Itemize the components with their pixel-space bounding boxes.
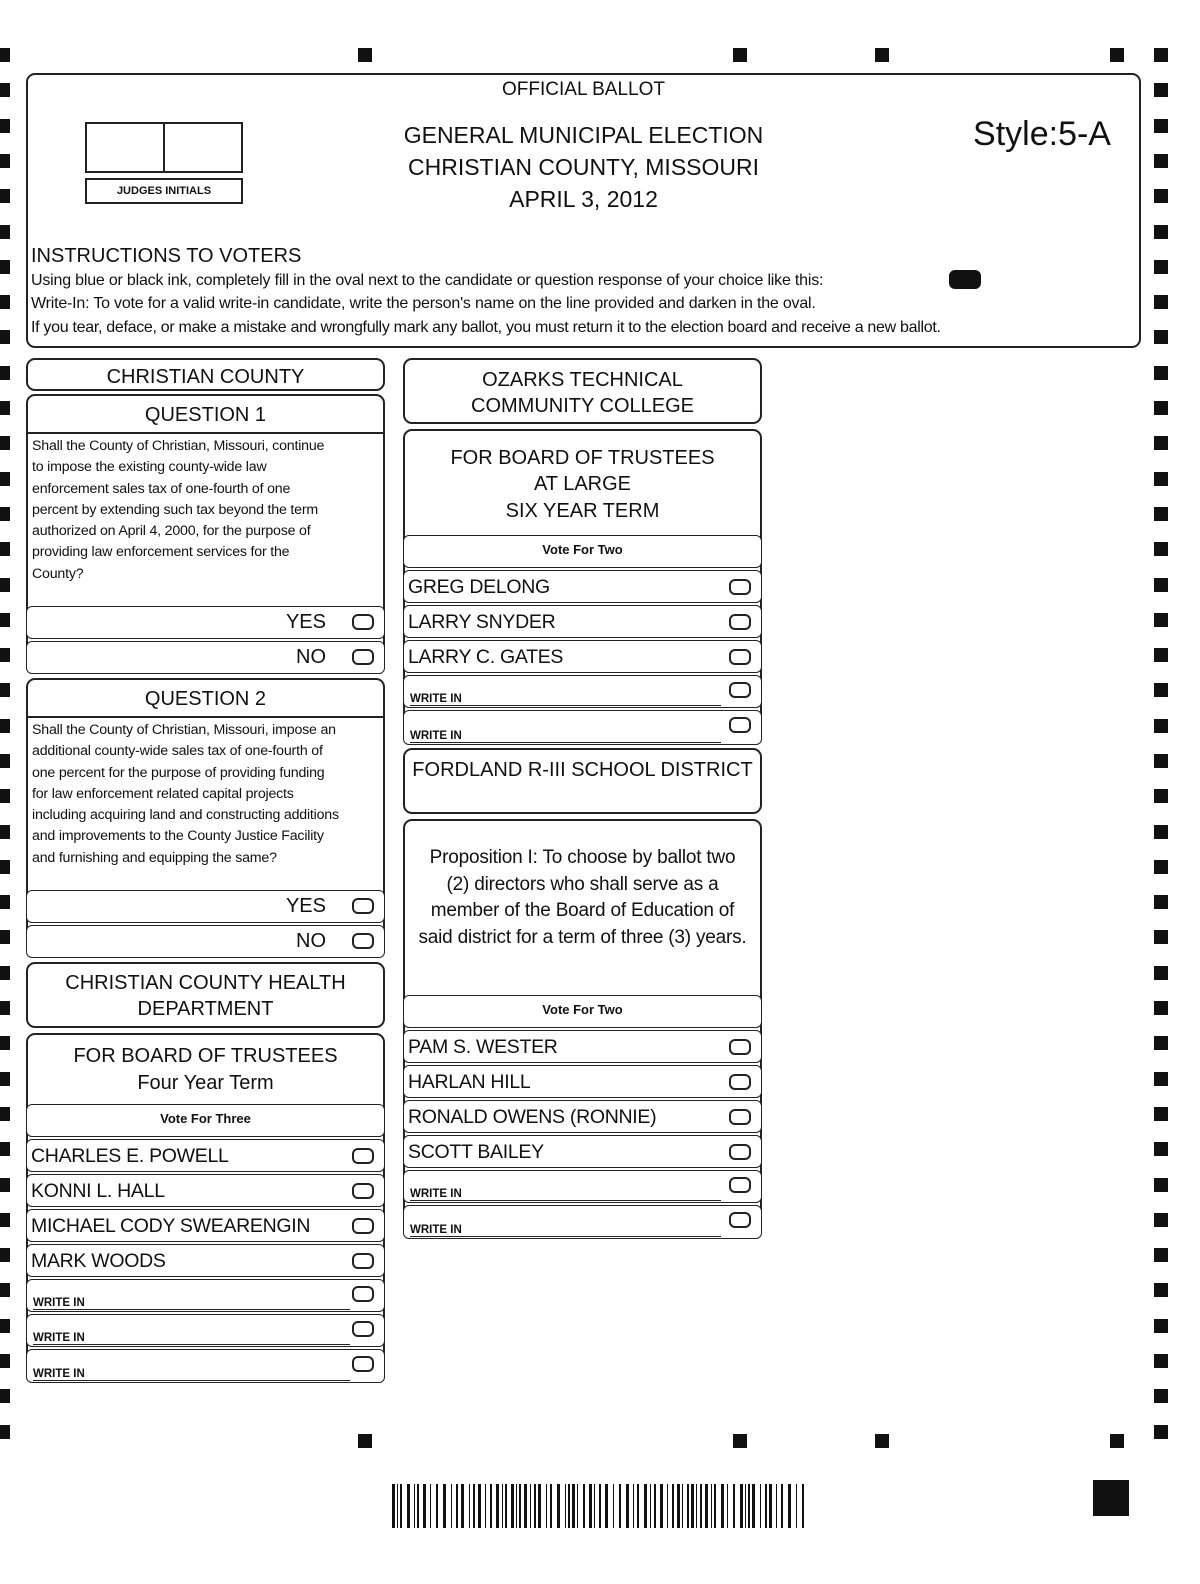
barcode-bar xyxy=(485,1484,486,1528)
timing-mark xyxy=(1154,1072,1168,1086)
barcode-bar xyxy=(714,1484,716,1528)
timing-mark xyxy=(1154,930,1168,944)
timing-mark xyxy=(0,260,10,274)
barcode-bar xyxy=(530,1484,531,1528)
otc-header-line-1: OZARKS TECHNICAL xyxy=(482,369,683,391)
timing-mark xyxy=(1154,48,1168,62)
timing-mark xyxy=(1154,789,1168,803)
oval-icon[interactable] xyxy=(352,1321,374,1337)
timing-mark xyxy=(1154,966,1168,980)
candidate-row[interactable] xyxy=(403,1135,762,1168)
question-1-no-row[interactable] xyxy=(26,641,385,674)
timing-mark xyxy=(0,648,10,662)
write-in-line[interactable]: WRITE IN xyxy=(410,730,721,743)
race-title-line-3: SIX YEAR TERM xyxy=(505,500,660,522)
otc-board-race xyxy=(403,429,762,745)
barcode-bar xyxy=(550,1484,552,1528)
barcode-bar xyxy=(776,1484,777,1528)
barcode-bar xyxy=(660,1484,663,1528)
barcode-bar xyxy=(650,1484,651,1528)
timing-mark xyxy=(0,366,10,380)
timing-mark xyxy=(1154,154,1168,168)
write-in-row[interactable] xyxy=(403,1170,762,1203)
timing-mark xyxy=(0,48,10,62)
candidate-name: MICHAEL CODY SWEARENGIN xyxy=(31,1215,311,1237)
timing-mark xyxy=(0,1001,10,1015)
timing-mark xyxy=(0,1142,10,1156)
barcode-bar xyxy=(748,1484,750,1528)
proposition-line: Proposition I: To choose by ballot two xyxy=(429,847,736,868)
question-line: Shall the County of Christian, Missouri, continue xyxy=(32,438,325,454)
county-header xyxy=(26,358,385,391)
candidate-name: HARLAN HILL xyxy=(408,1071,531,1093)
timing-mark xyxy=(0,930,10,944)
race-title-line-2: AT LARGE xyxy=(533,473,632,495)
barcode-bar xyxy=(691,1484,694,1528)
barcode-bar xyxy=(565,1484,566,1528)
barcode-bar xyxy=(619,1484,621,1528)
oval-icon[interactable] xyxy=(729,1074,751,1090)
question-line: to impose the existing county-wide law xyxy=(32,459,267,476)
divider xyxy=(26,716,385,718)
barcode-bar xyxy=(490,1484,492,1528)
barcode-bar xyxy=(461,1484,464,1528)
write-in-row[interactable] xyxy=(26,1279,385,1312)
barcode-bar xyxy=(672,1484,674,1528)
barcode-bar xyxy=(456,1484,458,1528)
ballot-header-box xyxy=(26,73,1141,348)
question-2-text xyxy=(32,720,379,869)
barcode-bar xyxy=(534,1484,536,1528)
barcode-bar xyxy=(524,1484,527,1528)
barcode-bar xyxy=(711,1484,712,1528)
timing-mark xyxy=(0,507,10,521)
question-1-text xyxy=(32,436,379,585)
vote-for-label: Vote For Three xyxy=(160,1111,251,1126)
candidate-row[interactable] xyxy=(403,1100,762,1133)
timing-mark xyxy=(0,1354,10,1368)
write-in-line[interactable]: WRITE IN xyxy=(410,693,721,706)
vote-for-label: Vote For Two xyxy=(542,542,623,557)
health-department-header xyxy=(26,962,385,1028)
timing-mark xyxy=(0,436,10,450)
vote-for-row xyxy=(26,1104,385,1137)
barcode-graphic xyxy=(392,1484,810,1528)
question-line: percent by extending such tax beyond the term xyxy=(32,501,318,518)
timing-mark xyxy=(1154,1248,1168,1262)
write-in-line[interactable]: WRITE IN xyxy=(33,1332,350,1345)
candidate-name: MARK WOODS xyxy=(31,1250,166,1272)
timing-mark xyxy=(1154,719,1168,733)
timing-mark xyxy=(1154,401,1168,415)
fordland-board-race xyxy=(403,819,762,1239)
candidate-name: GREG DELONG xyxy=(408,576,550,598)
barcode-bar xyxy=(769,1484,772,1528)
corner-alignment-block xyxy=(1093,1480,1129,1516)
proposition-line: member of the Board of Education of xyxy=(430,900,735,921)
timing-mark xyxy=(1154,1001,1168,1015)
barcode-bar xyxy=(696,1484,697,1528)
barcode-bar xyxy=(654,1484,656,1528)
candidate-row[interactable] xyxy=(26,1244,385,1277)
barcode-bar xyxy=(538,1484,541,1528)
oval-icon[interactable] xyxy=(729,1212,751,1228)
barcode-bar xyxy=(745,1484,746,1528)
question-line: enforcement sales tax of one-fourth of one xyxy=(32,480,291,497)
timing-mark xyxy=(0,154,10,168)
proposition-line: (2) directors who shall serve as a xyxy=(446,873,719,895)
timing-mark xyxy=(1154,1319,1168,1333)
timing-mark xyxy=(0,895,10,909)
barcode-bar xyxy=(733,1484,735,1528)
vote-for-label: Vote For Two xyxy=(542,1002,623,1017)
candidate-name: CHARLES E. POWELL xyxy=(31,1145,229,1167)
barcode-bar xyxy=(519,1484,521,1528)
barcode-bar xyxy=(594,1484,595,1528)
timing-mark xyxy=(1154,1283,1168,1297)
barcode-bar xyxy=(752,1484,755,1528)
barcode-bar xyxy=(502,1484,503,1528)
oval-icon[interactable] xyxy=(729,682,751,698)
barcode-bar xyxy=(740,1484,743,1528)
timing-mark xyxy=(733,1434,747,1448)
barcode-bar xyxy=(781,1484,783,1528)
timing-mark xyxy=(0,189,10,203)
candidate-name: SCOTT BAILEY xyxy=(408,1141,544,1163)
question-line: additional county-wide sales tax of one-fourth of xyxy=(32,743,323,760)
timing-mark xyxy=(1154,1142,1168,1156)
timing-mark xyxy=(358,48,372,62)
official-ballot-title: OFFICIAL BALLOT xyxy=(502,79,665,100)
oval-icon[interactable] xyxy=(729,614,751,630)
divider xyxy=(163,124,165,171)
timing-mark xyxy=(1154,1425,1168,1439)
timing-mark xyxy=(1154,507,1168,521)
question-line: and furnishing and equipping the same? xyxy=(32,849,277,866)
question-line: Shall the County of Christian, Missouri, impose an xyxy=(32,722,336,738)
timing-mark xyxy=(0,1319,10,1333)
oval-icon[interactable] xyxy=(352,898,374,914)
barcode-bar xyxy=(443,1484,446,1528)
candidate-name: RONALD OWENS (RONNIE) xyxy=(408,1106,657,1128)
candidate-row[interactable] xyxy=(403,605,762,638)
timing-mark xyxy=(875,1434,889,1448)
judges-initials-boxes[interactable] xyxy=(85,122,243,173)
question-line: for law enforcement related capital projects xyxy=(32,785,294,802)
barcode-bar xyxy=(407,1484,410,1528)
instructions-title: INSTRUCTIONS TO VOTERS xyxy=(31,245,302,267)
barcode-bar xyxy=(451,1484,452,1528)
timing-mark xyxy=(0,225,10,239)
timing-mark xyxy=(0,472,10,486)
oval-icon[interactable] xyxy=(729,1144,751,1160)
question-2-title: QUESTION 2 xyxy=(144,688,267,710)
timing-mark xyxy=(1154,260,1168,274)
candidate-name: LARRY SNYDER xyxy=(408,611,556,633)
timing-mark xyxy=(0,542,10,556)
timing-mark xyxy=(0,119,10,133)
barcode-bar xyxy=(637,1484,639,1528)
timing-mark xyxy=(0,613,10,627)
timing-mark xyxy=(0,1425,10,1439)
judges-initials-label: JUDGES INITIALS xyxy=(85,178,243,204)
timing-mark xyxy=(0,754,10,768)
oval-icon[interactable] xyxy=(352,1286,374,1302)
barcode-bar xyxy=(667,1484,668,1528)
timing-mark xyxy=(1154,578,1168,592)
timing-mark xyxy=(1154,225,1168,239)
barcode-bar xyxy=(644,1484,647,1528)
write-in-row[interactable] xyxy=(403,675,762,708)
barcode-bar xyxy=(599,1484,601,1528)
barcode-bar xyxy=(721,1484,724,1528)
barcode-bar xyxy=(414,1484,415,1528)
timing-mark xyxy=(1154,330,1168,344)
timing-mark xyxy=(0,825,10,839)
candidate-row[interactable] xyxy=(403,570,762,603)
county-name: CHRISTIAN COUNTY, MISSOURI xyxy=(408,154,759,180)
timing-mark xyxy=(0,330,10,344)
timing-mark xyxy=(0,719,10,733)
barcode-bar xyxy=(478,1484,481,1528)
oval-icon[interactable] xyxy=(352,1253,374,1269)
barcode-bar xyxy=(589,1484,592,1528)
barcode-bar xyxy=(473,1484,475,1528)
timing-mark xyxy=(0,1213,10,1227)
timing-mark xyxy=(1154,683,1168,697)
timing-mark xyxy=(1154,436,1168,450)
candidate-row[interactable] xyxy=(26,1209,385,1242)
candidate-name: KONNI L. HALL xyxy=(31,1180,165,1202)
instructions-line-2: Write-In: To vote for a valid write-in candidate, write the person's name on the line provided and darken in the oval. xyxy=(31,295,816,312)
county-header-text: CHRISTIAN COUNTY xyxy=(106,366,305,388)
oval-icon[interactable] xyxy=(352,1183,374,1199)
otc-header-line-2: COMMUNITY COLLEGE xyxy=(471,395,694,417)
health-board-race xyxy=(26,1033,385,1383)
barcode-bar xyxy=(496,1484,499,1528)
filled-oval-example-icon xyxy=(949,270,981,289)
barcode-bar xyxy=(400,1484,402,1528)
timing-mark xyxy=(1154,895,1168,909)
write-in-line[interactable]: WRITE IN xyxy=(33,1368,350,1381)
timing-mark xyxy=(1110,1434,1124,1448)
question-line: and improvements to the County Justice Facility xyxy=(32,828,324,845)
question-2-box xyxy=(26,678,385,956)
vote-for-row xyxy=(403,995,762,1028)
oval-icon[interactable] xyxy=(352,614,374,630)
yes-label: YES xyxy=(285,895,326,917)
vote-for-row xyxy=(403,535,762,568)
write-in-line[interactable]: WRITE IN xyxy=(410,1188,721,1201)
question-line: County? xyxy=(32,565,84,582)
timing-mark xyxy=(1154,1036,1168,1050)
barcode-bar xyxy=(727,1484,728,1528)
candidate-row[interactable] xyxy=(403,1065,762,1098)
write-in-row[interactable] xyxy=(403,1205,762,1239)
barcode-bar xyxy=(423,1484,426,1528)
timing-mark xyxy=(0,683,10,697)
timing-mark xyxy=(733,48,747,62)
barcode-bar xyxy=(788,1484,791,1528)
barcode-bar xyxy=(511,1484,514,1528)
timing-mark xyxy=(0,1036,10,1050)
barcode-bar xyxy=(765,1484,767,1528)
barcode-bar xyxy=(802,1484,804,1528)
candidate-name: LARRY C. GATES xyxy=(408,646,564,668)
barcode-bar xyxy=(687,1484,689,1528)
oval-icon[interactable] xyxy=(352,933,374,949)
question-1-box xyxy=(26,394,385,672)
timing-mark xyxy=(358,1434,372,1448)
no-label: NO xyxy=(296,930,326,952)
barcode-bar xyxy=(613,1484,614,1528)
timing-mark xyxy=(0,1072,10,1086)
barcode-bar xyxy=(633,1484,634,1528)
divider xyxy=(26,432,385,434)
question-1-yes-row[interactable] xyxy=(26,606,385,639)
timing-mark xyxy=(0,578,10,592)
race-title-line-1: FOR BOARD OF TRUSTEES xyxy=(73,1045,338,1067)
oval-icon[interactable] xyxy=(729,1109,751,1125)
barcode-bar xyxy=(626,1484,629,1528)
barcode-bar xyxy=(557,1484,560,1528)
barcode-bar xyxy=(436,1484,438,1528)
barcode-bar xyxy=(392,1484,395,1528)
timing-mark xyxy=(0,966,10,980)
timing-mark xyxy=(1154,189,1168,203)
write-in-row[interactable] xyxy=(26,1349,385,1383)
barcode-bar xyxy=(505,1484,507,1528)
instructions-line-1: Using blue or black ink, completely fill in the oval next to the candidate or question response of your choice like this: xyxy=(31,272,824,289)
timing-mark xyxy=(1154,1389,1168,1403)
timing-mark xyxy=(1154,119,1168,133)
barcode-bar xyxy=(397,1484,398,1528)
timing-mark xyxy=(1154,754,1168,768)
timing-mark xyxy=(1154,295,1168,309)
timing-mark xyxy=(0,401,10,415)
barcode-bar xyxy=(760,1484,761,1528)
race-title-line-1: FOR BOARD OF TRUSTEES xyxy=(450,447,715,469)
timing-mark xyxy=(0,1107,10,1121)
fordland-header xyxy=(403,748,762,814)
oval-icon[interactable] xyxy=(352,1356,374,1372)
barcode xyxy=(392,1484,810,1528)
oval-icon[interactable] xyxy=(729,717,751,733)
timing-mark xyxy=(0,1178,10,1192)
election-date: APRIL 3, 2012 xyxy=(509,186,658,212)
timing-mark xyxy=(0,860,10,874)
candidate-name: PAM S. WESTER xyxy=(408,1036,558,1058)
otc-header xyxy=(403,358,762,424)
question-line: including acquiring land and constructing additions xyxy=(32,807,339,824)
barcode-bar xyxy=(469,1484,470,1528)
timing-mark xyxy=(1154,366,1168,380)
election-name: GENERAL MUNICIPAL ELECTION xyxy=(403,122,764,148)
oval-icon[interactable] xyxy=(729,1039,751,1055)
question-line: one percent for the purpose of providing funding xyxy=(32,764,325,781)
write-in-row[interactable] xyxy=(403,710,762,745)
yes-label: YES xyxy=(285,611,326,633)
timing-mark xyxy=(0,789,10,803)
timing-mark xyxy=(1154,1178,1168,1192)
question-2-yes-row[interactable] xyxy=(26,890,385,923)
health-header-line-1: CHRISTIAN COUNTY HEALTH xyxy=(65,972,346,994)
timing-mark xyxy=(1154,825,1168,839)
oval-icon[interactable] xyxy=(352,1218,374,1234)
candidate-row[interactable] xyxy=(26,1139,385,1172)
timing-mark xyxy=(0,295,10,309)
timing-mark xyxy=(1154,83,1168,97)
barcode-bar xyxy=(677,1484,680,1528)
timing-mark xyxy=(1154,472,1168,486)
barcode-bar xyxy=(700,1484,702,1528)
oval-icon[interactable] xyxy=(352,649,374,665)
barcode-bar xyxy=(430,1484,431,1528)
oval-icon[interactable] xyxy=(729,579,751,595)
instructions-line-3: If you tear, deface, or make a mistake and wrongfully mark any ballot, you must return it to the election board and receive a new ballot. xyxy=(31,319,941,336)
barcode-bar xyxy=(568,1484,570,1528)
oval-icon[interactable] xyxy=(352,1148,374,1164)
barcode-bar xyxy=(546,1484,547,1528)
question-2-no-row[interactable] xyxy=(26,925,385,958)
health-header-line-2: DEPARTMENT xyxy=(137,998,274,1020)
timing-mark xyxy=(0,1283,10,1297)
write-in-line[interactable]: WRITE IN xyxy=(33,1297,350,1310)
barcode-bar xyxy=(516,1484,517,1528)
barcode-bar xyxy=(583,1484,585,1528)
write-in-row[interactable] xyxy=(26,1314,385,1347)
no-label: NO xyxy=(296,646,326,668)
barcode-bar xyxy=(572,1484,575,1528)
timing-mark xyxy=(1154,648,1168,662)
timing-mark xyxy=(1154,542,1168,556)
question-line: providing law enforcement services for the xyxy=(32,544,290,561)
barcode-bar xyxy=(705,1484,708,1528)
timing-mark xyxy=(1110,48,1124,62)
fordland-header-text: FORDLAND R-III SCHOOL DISTRICT xyxy=(412,759,753,781)
oval-icon[interactable] xyxy=(729,1177,751,1193)
proposition-text xyxy=(405,845,760,951)
timing-mark xyxy=(1154,1354,1168,1368)
timing-mark xyxy=(0,1389,10,1403)
timing-mark xyxy=(1154,860,1168,874)
ballot-style: Style:5-A xyxy=(973,115,1111,153)
candidate-row[interactable] xyxy=(26,1174,385,1207)
timing-mark xyxy=(1154,1213,1168,1227)
candidate-row[interactable] xyxy=(403,1030,762,1063)
question-1-title: QUESTION 1 xyxy=(144,404,267,426)
timing-mark xyxy=(0,1248,10,1262)
timing-mark xyxy=(1154,1107,1168,1121)
barcode-bar xyxy=(417,1484,419,1528)
candidate-row[interactable] xyxy=(403,640,762,673)
barcode-bar xyxy=(682,1484,683,1528)
question-line: authorized on April 4, 2000, for the purpose of xyxy=(32,523,311,540)
timing-mark xyxy=(875,48,889,62)
barcode-bar xyxy=(796,1484,797,1528)
race-title-line-2: Four Year Term xyxy=(137,1072,274,1094)
barcode-bar xyxy=(605,1484,608,1528)
timing-mark xyxy=(1154,613,1168,627)
timing-mark xyxy=(0,83,10,97)
proposition-line: said district for a term of three (3) years. xyxy=(418,926,747,948)
barcode-bar xyxy=(577,1484,578,1528)
oval-icon[interactable] xyxy=(729,649,751,665)
write-in-line[interactable]: WRITE IN xyxy=(410,1224,721,1237)
